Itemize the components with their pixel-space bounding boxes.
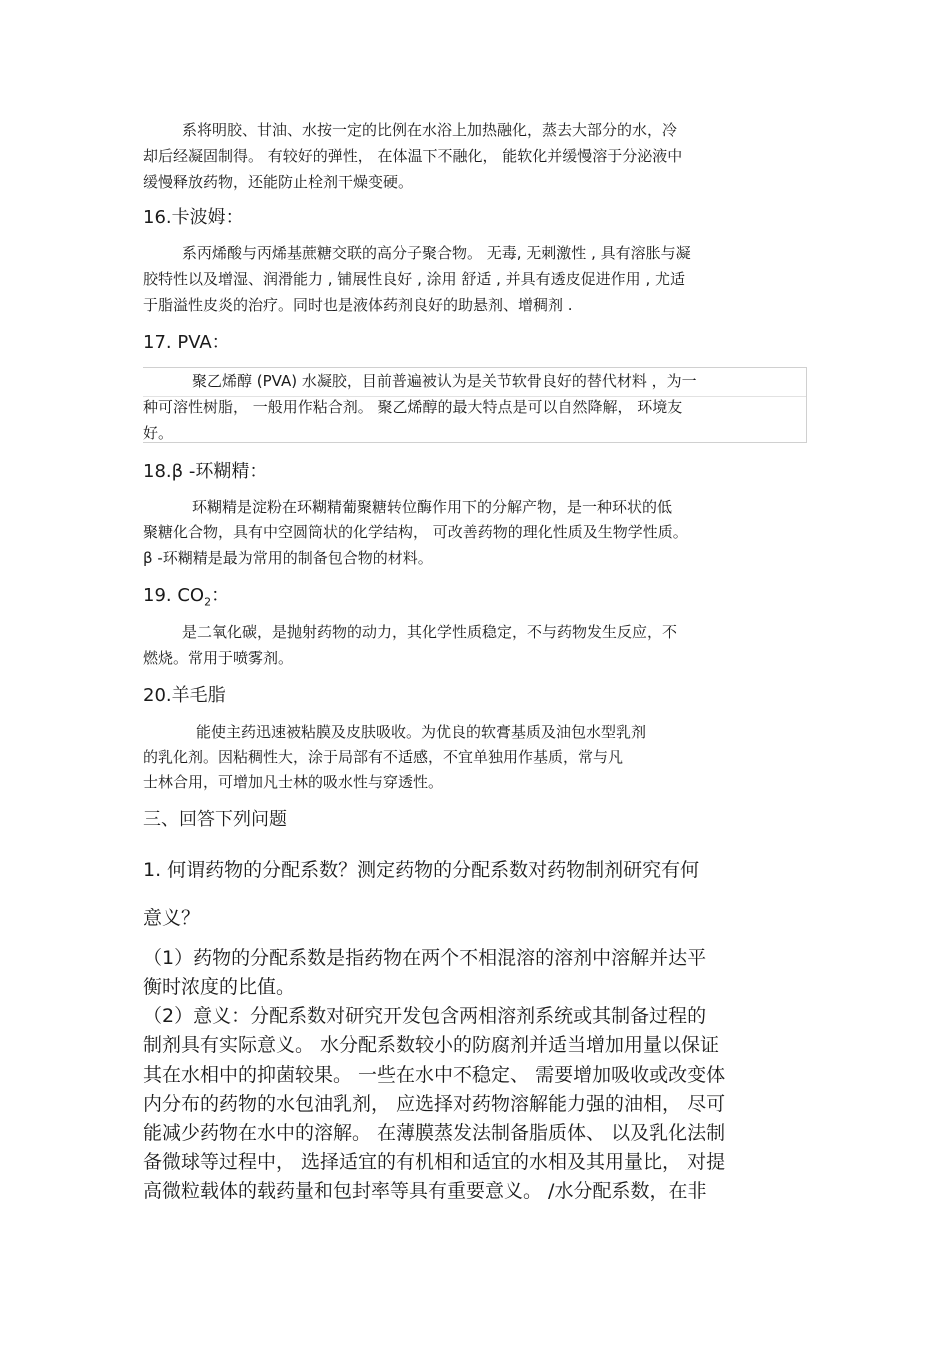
paragraph-line: 于脂溢性皮炎的治疗。同时也是液体药剂良好的助悬剂、增稠剂 . — [143, 296, 573, 314]
paragraph-line: 士林合用，可增加凡士林的吸水性与穿透性。 — [143, 773, 444, 791]
answer-line: （2）意义：分配系数对研究开发包含两相溶剂系统或其制备过程的 — [143, 1005, 707, 1027]
heading-19 — [143, 584, 229, 615]
answer-line: 能减少药物在水中的溶解。 在薄膜蒸发法制备脂质体、 以及乳化法制 — [143, 1122, 726, 1144]
heading-18: 18.β -环糊精： — [143, 461, 268, 482]
question-line: 意义？ — [143, 907, 201, 929]
answer-line: 衡时浓度的比值。 — [143, 976, 296, 998]
paragraph-line: 的乳化剂。因粘稠性大，涂于局部有不适感，不宜单独用作基质，常与凡 — [143, 748, 624, 766]
heading-19-text: 19. CO — [143, 585, 205, 606]
heading-20: 20.羊毛脂 — [143, 685, 226, 706]
paragraph-line: 系将明胶、甘油、水按一定的比例在水浴上加热融化，蒸去大部分的水，冷 — [182, 121, 678, 139]
answer-line: 其在水相中的抑菌较果。 一些在水中不稳定、 需要增加吸收或改变体 — [143, 1064, 726, 1086]
paragraph-line: 环糊精是淀粉在环糊精葡聚糖转位酶作用下的分解产物，是一种环状的低 — [192, 498, 673, 516]
paragraph-line: 是二氧化碳，是抛射药物的动力，其化学性质稳定，不与药物发生反应，不 — [182, 623, 678, 641]
subscript: 2 — [204, 595, 212, 609]
heading-19-colon: ： — [211, 585, 230, 606]
question-line: 1. 何谓药物的分配系数？测定药物的分配系数对药物制剂研究有何 — [143, 859, 700, 881]
answer-line: 高微粒载体的载药量和包封率等具有重要意义。 /水分配系数，在非 — [143, 1180, 707, 1202]
heading-17: 17. PVA： — [143, 332, 230, 353]
paragraph-line: 种可溶性树脂， 一般用作粘合剂。 聚乙烯醇的最大特点是可以自然降解， 环境友 — [143, 398, 683, 416]
section-heading: 三、回答下列问题 — [143, 809, 287, 830]
answer-line: 内分布的药物的水包油乳剂， 应选择对药物溶解能力强的油相， 尽可 — [143, 1093, 726, 1115]
paragraph-line: 好。 — [143, 424, 174, 442]
paragraph-line: β -环糊精是最为常用的制备包合物的材料。 — [143, 549, 433, 567]
paragraph-line: 聚糖化合物，具有中空圆筒状的化学结构， 可改善药物的理化性质及生物学性质。 — [143, 523, 688, 541]
paragraph-line: 缓慢释放药物，还能防止栓剂干燥变硬。 — [143, 173, 414, 191]
paragraph-line: 却后经凝固制得。 有较好的弹性， 在体温下不融化， 能软化并缓慢溶于分泌液中 — [143, 147, 683, 165]
answer-line: 备微球等过程中， 选择适宜的有机相和适宜的水相及其用量比， 对提 — [143, 1151, 726, 1173]
paragraph-line: 聚乙烯醇 (PVA) 水凝胶，目前普遍被认为是关节软骨良好的替代材料 ，为一 — [192, 372, 697, 390]
heading-16: 16.卡波姆： — [143, 207, 244, 228]
answer-line: （1）药物的分配系数是指药物在两个不相混溶的溶剂中溶解并达平 — [143, 947, 707, 969]
paragraph-line: 燃烧。常用于喷雾剂。 — [143, 649, 294, 667]
paragraph-line: 能使主药迅速被粘膜及皮肤吸收。为优良的软膏基质及油包水型乳剂 — [196, 723, 647, 741]
paragraph-line: 胶特性以及增湿、润滑能力 , 铺展性良好 , 涂用 舒适 , 并具有透皮促进作用 , 尤适 — [143, 270, 685, 288]
paragraph-line: 系丙烯酸与丙烯基蔗糖交联的高分子聚合物。 无毒, 无刺激性 , 具有溶胀与凝 — [182, 244, 691, 262]
answer-line: 制剂具有实际意义。 水分配系数较小的防腐剂并适当增加用量以保证 — [143, 1034, 720, 1056]
